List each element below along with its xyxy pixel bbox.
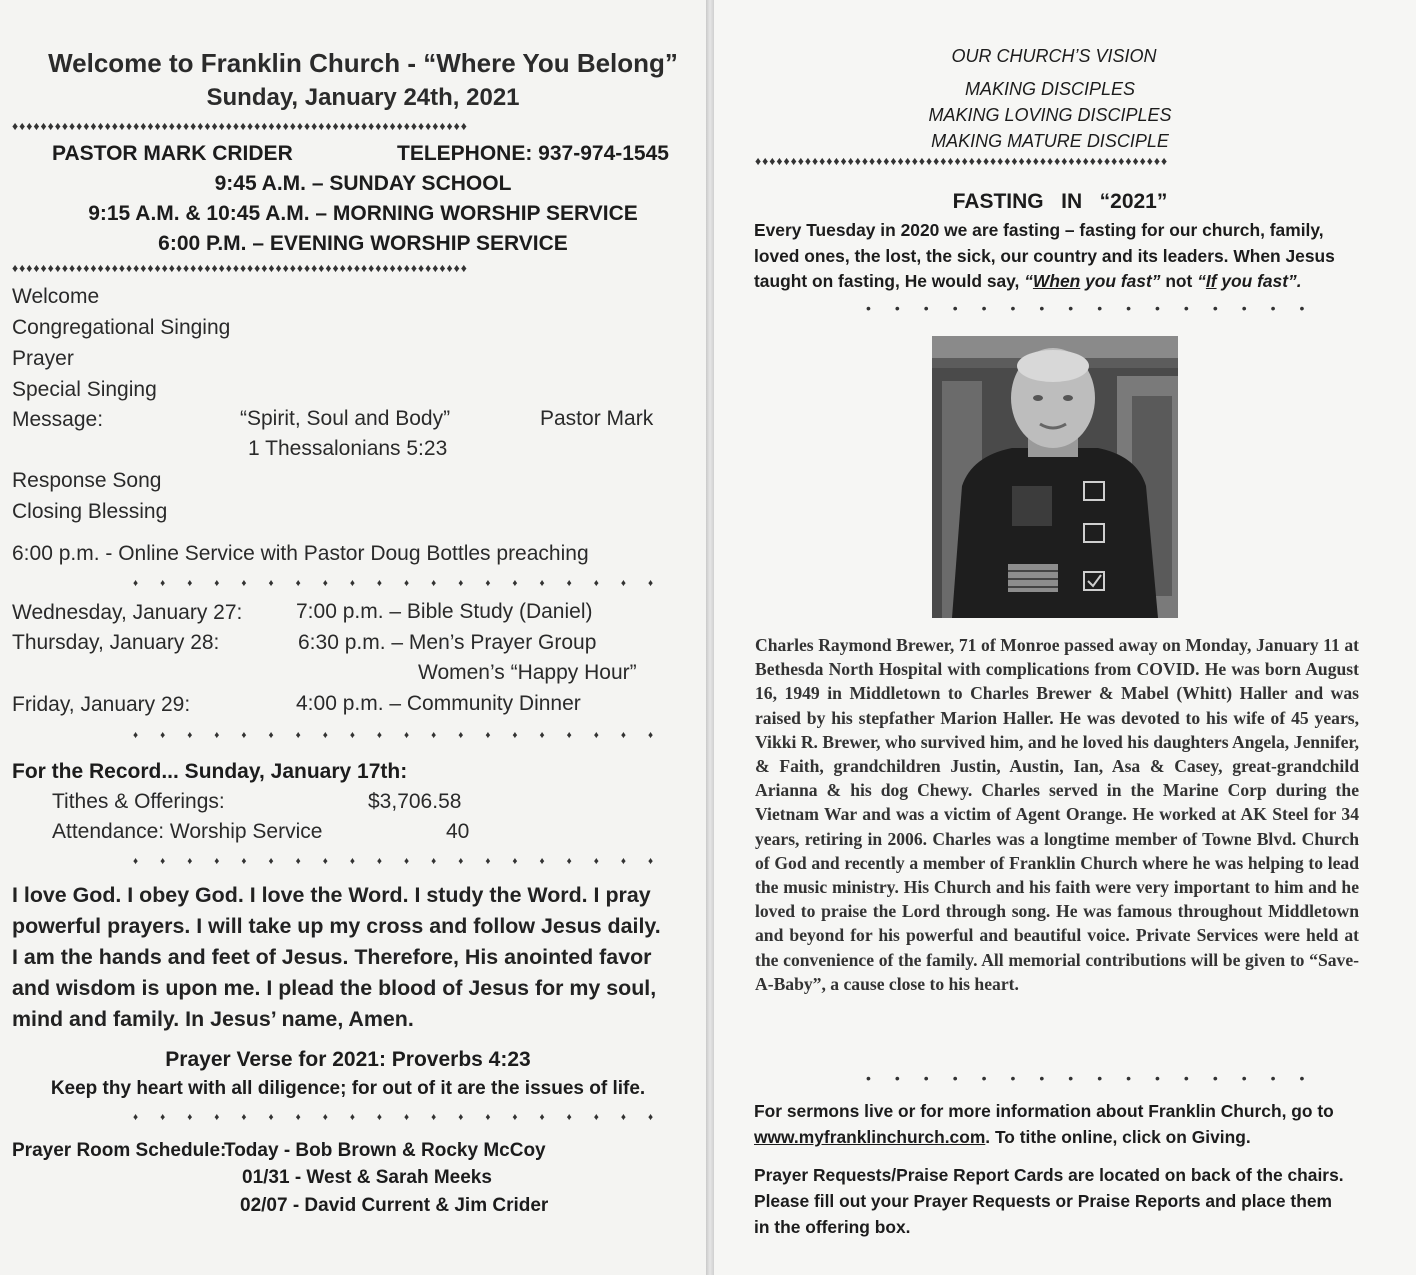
divider: ••••••••••••••••	[866, 1070, 1329, 1086]
divider: ♦♦♦♦♦♦♦♦♦♦♦♦♦♦♦♦♦♦♦♦	[133, 1112, 676, 1123]
vision-item: MAKING MATURE DISCIPLE	[931, 131, 1169, 151]
man-portrait-image	[932, 336, 1178, 618]
prayer-room-label: Prayer Room Schedule:	[12, 1140, 227, 1161]
service-time: 6:00 P.M. – EVENING WORSHIP SERVICE	[158, 232, 568, 255]
message-verse: 1 Thessalonians 5:23	[248, 437, 448, 460]
fasting-text: taught on fasting, He would say, “When you fast” not “If you fast”.	[754, 271, 1302, 291]
attendance-label: Attendance: Worship Service	[52, 820, 323, 843]
fasting-heading: FASTING IN “2021”	[952, 190, 1168, 213]
prayer-cards-info: in the offering box.	[754, 1217, 911, 1237]
declaration-line: I am the hands and feet of Jesus. Therefore, His anointed favor	[12, 945, 652, 969]
event-day: Friday, January 29:	[12, 693, 191, 716]
event-desc: 4:00 p.m. – Community Dinner	[296, 692, 581, 715]
order-item: Response Song	[12, 469, 162, 492]
service-time: 9:45 A.M. – SUNDAY SCHOOL	[214, 172, 512, 195]
fasting-text: loved ones, the lost, the sick, our country and its leaders. When Jesus	[754, 246, 1335, 266]
declaration-line: and wisdom is upon me. I plead the blood of Jesus for my soul,	[12, 976, 657, 1000]
tithes-value: $3,706.58	[368, 790, 462, 813]
sermons-info: www.myfranklinchurch.com. To tithe online, click on Giving.	[754, 1127, 1251, 1147]
event-desc: 7:00 p.m. – Bible Study (Daniel)	[296, 600, 593, 623]
attendance-value: 40	[446, 820, 470, 843]
declaration-line: I love God. I obey God. I love the Word. I study the Word. I pray	[12, 883, 651, 907]
vision-item: MAKING LOVING DISCIPLES	[928, 105, 1172, 125]
tithes-label: Tithes & Offerings:	[52, 790, 225, 813]
bulletin-title: Welcome to Franklin Church - “Where You Belong”	[48, 48, 678, 78]
divider: ♦♦♦♦♦♦♦♦♦♦♦♦♦♦♦♦♦♦♦♦	[133, 578, 676, 589]
declaration-line: powerful prayers. I will take up my cross and follow Jesus daily.	[12, 914, 661, 938]
verse-text: Keep thy heart with all diligence; for out of it are the issues of life.	[50, 1078, 646, 1099]
fasting-text: Every Tuesday in 2020 we are fasting – fasting for our church, family,	[754, 220, 1324, 240]
left-page	[0, 0, 706, 1275]
divider: ♦♦♦♦♦♦♦♦♦♦♦♦♦♦♦♦♦♦♦♦	[133, 856, 676, 867]
declaration-line: mind and family. In Jesus’ name, Amen.	[12, 1007, 414, 1031]
vision-item: MAKING DISCIPLES	[964, 79, 1136, 99]
prayer-room-entry: Today - Bob Brown & Rocky McCoy	[224, 1140, 546, 1161]
website-link[interactable]: www.myfranklinchurch.com	[754, 1127, 986, 1147]
order-item: Welcome	[12, 285, 100, 308]
bulletin-date: Sunday, January 24th, 2021	[206, 84, 520, 111]
pastor-name: PASTOR MARK CRIDER	[52, 142, 293, 165]
prayer-room-entry: 02/07 - David Current & Jim Crider	[240, 1195, 549, 1216]
divider: ♦♦♦♦♦♦♦♦♦♦♦♦♦♦♦♦♦♦♦♦♦♦♦♦♦♦♦♦♦♦♦♦♦♦♦♦♦♦♦♦♦♦♦♦♦♦♦♦♦♦♦♦♦♦♦♦♦♦♦♦♦♦♦♦	[12, 120, 468, 132]
event-day: Wednesday, January 27:	[12, 601, 243, 624]
event-desc: Women’s “Happy Hour”	[418, 661, 637, 684]
record-heading: For the Record... Sunday, January 17th:	[12, 760, 408, 783]
divider: ♦♦♦♦♦♦♦♦♦♦♦♦♦♦♦♦♦♦♦♦♦♦♦♦♦♦♦♦♦♦♦♦♦♦♦♦♦♦♦♦♦♦♦♦♦♦♦♦♦♦♦♦♦♦♦♦♦♦	[755, 155, 1169, 167]
event-desc: 6:30 p.m. – Men’s Prayer Group	[298, 631, 597, 654]
divider: ••••••••••••••••	[866, 300, 1329, 316]
obituary-text: Charles Raymond Brewer, 71 of Monroe passed away on Monday, January 11 at Bethesda North Hospital with complications from COVID. He was born August 16, 1949 in Middletown to Charles Brewer & Mabel (Whitt) Haller and was raised by his stepfather Marion Haller. He was devoted to his wife of 45 years, Vikki R. Brewer, who survived him, and he loved his daughters Angela, Jennifer, & Faith, grandchildren Justin, Austin, Ian, Asa & Casey, great-grandchild Arianna & his dog Chewy. Charles served in the Marine Corp during the Vietnam War and was a victim of Agent Orange. He worked at AK Steel for 34 years, retiring in 2006. Charles was a longtime member of Towne Blvd. Church of God and recently a member of Franklin Church where he was helping to lead the music ministry. His Church and his faith were very important to him and he loved to praise the Lord through song. He was famous throughout Middletown and beyond for his powerful and beautiful voice. Private Services were held at the convenience of the family. All memorial contributions will be given to “Save-A-Baby”, a cause close to his heart.	[755, 635, 1359, 994]
online-service: 6:00 p.m. - Online Service with Pastor Doug Bottles preaching	[12, 542, 589, 565]
page-fold	[706, 0, 714, 1275]
prayer-cards-info: Prayer Requests/Praise Report Cards are located on back of the chairs.	[754, 1165, 1344, 1185]
order-item: Closing Blessing	[12, 500, 168, 523]
prayer-room-entry: 01/31 - West & Sarah Meeks	[242, 1167, 492, 1188]
divider: ♦♦♦♦♦♦♦♦♦♦♦♦♦♦♦♦♦♦♦♦	[133, 730, 676, 741]
prayer-cards-info: Please fill out your Prayer Requests or Praise Reports and place them	[754, 1191, 1332, 1211]
telephone: TELEPHONE: 937-974-1545	[397, 142, 669, 165]
memorial-photo	[932, 336, 1178, 618]
message-label: Message:	[12, 408, 104, 431]
order-item: Congregational Singing	[12, 316, 231, 339]
service-time: 9:15 A.M. & 10:45 A.M. – MORNING WORSHIP SERVICE	[88, 202, 638, 225]
verse-heading: Prayer Verse for 2021: Proverbs 4:23	[165, 1048, 531, 1071]
message-title: “Spirit, Soul and Body”	[240, 407, 451, 430]
order-item: Prayer	[12, 347, 74, 370]
sermons-info: For sermons live or for more information about Franklin Church, go to	[754, 1101, 1334, 1121]
order-item: Special Singing	[12, 378, 157, 401]
message-speaker: Pastor Mark	[540, 407, 654, 430]
divider: ♦♦♦♦♦♦♦♦♦♦♦♦♦♦♦♦♦♦♦♦♦♦♦♦♦♦♦♦♦♦♦♦♦♦♦♦♦♦♦♦♦♦♦♦♦♦♦♦♦♦♦♦♦♦♦♦♦♦♦♦♦♦♦♦	[12, 262, 468, 274]
event-day: Thursday, January 28:	[12, 631, 220, 654]
vision-heading: OUR CHURCH’S VISION	[951, 46, 1157, 66]
